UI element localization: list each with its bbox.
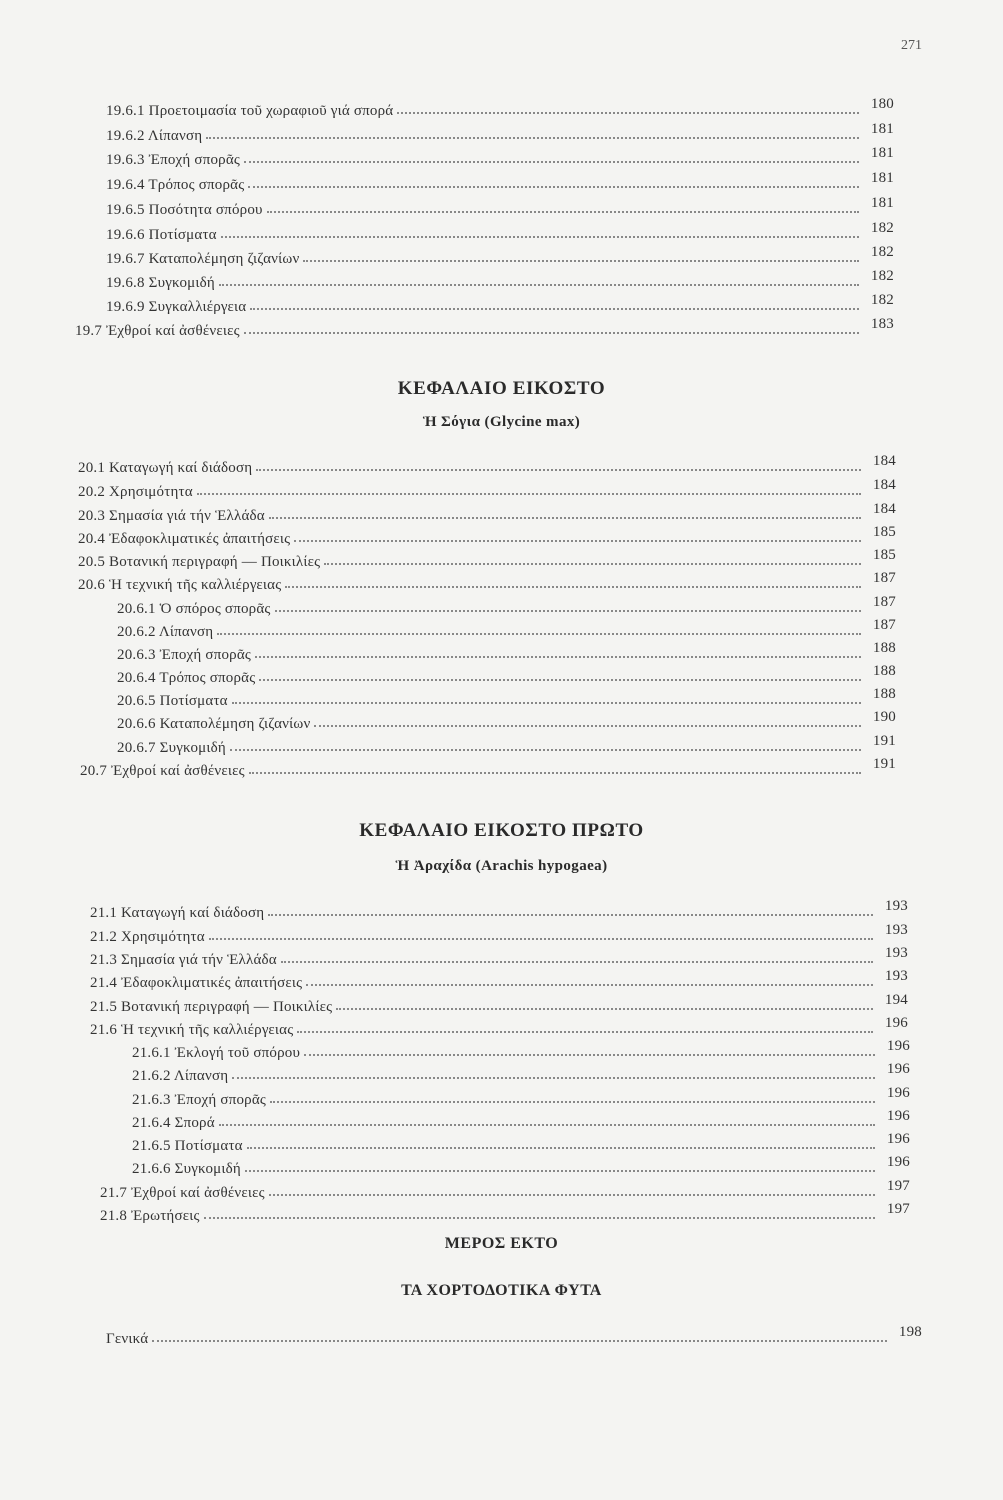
toc-entry-number: 20.6.1 xyxy=(117,601,156,617)
toc-entry[interactable] xyxy=(100,1180,910,1202)
toc-entry-page: 196 xyxy=(886,1038,910,1054)
dot-leader xyxy=(232,1076,875,1079)
toc-entry-title: Ἐρωτήσεις xyxy=(131,1208,200,1224)
toc-entry-title: Ποτίσματα xyxy=(174,1138,243,1154)
toc-entry-number: 19.7 xyxy=(75,323,103,339)
toc-entry-page: 191 xyxy=(872,733,896,749)
toc-entry-page: 196 xyxy=(886,1154,910,1170)
toc-entry-number: 20.4 xyxy=(78,531,106,547)
toc-entry-title: Συγκομιδή xyxy=(148,275,215,291)
toc-entry-title: Ποτίσματα xyxy=(159,693,228,709)
dot-leader xyxy=(259,678,861,681)
toc-entry[interactable] xyxy=(106,222,894,244)
dot-leader xyxy=(206,136,859,139)
toc-entry-title: Καταγωγή καί διάδοση xyxy=(109,460,253,476)
toc-entry-page: 181 xyxy=(870,121,894,137)
toc-entry-number: 20.6.2 xyxy=(117,624,156,640)
toc-entry-page: 187 xyxy=(872,570,896,586)
toc-entry[interactable] xyxy=(117,642,896,664)
toc-entry-number: 20.3 xyxy=(78,508,106,524)
toc-entry-page: 184 xyxy=(872,501,896,517)
toc-entry-title: Ἐποχή σπορᾶς xyxy=(174,1092,267,1108)
toc-entry[interactable] xyxy=(106,1326,922,1348)
toc-entry[interactable] xyxy=(78,526,896,548)
part-6-subtitle: ΤΑ ΧΟΡΤΟΔΟΤΙΚΑ ΦΥΤΑ xyxy=(401,1282,602,1299)
toc-entry[interactable] xyxy=(106,172,894,194)
toc-entry-page: 181 xyxy=(870,195,894,211)
toc-entry-page: 187 xyxy=(872,594,896,610)
dot-leader xyxy=(304,1053,875,1056)
toc-entry[interactable] xyxy=(90,947,908,969)
toc-entry-number: 20.6.6 xyxy=(117,716,156,732)
toc-entry-title: Σπορά xyxy=(174,1115,215,1131)
toc-entry-page: 193 xyxy=(884,922,908,938)
toc-entry[interactable] xyxy=(117,596,896,618)
toc-entry-number: 19.6.7 xyxy=(106,251,145,267)
toc-entry[interactable] xyxy=(132,1087,910,1109)
toc-entry-title: Ἐχθροί καί ἀσθένειες xyxy=(131,1185,265,1201)
toc-entry-number: 20.6.3 xyxy=(117,647,156,663)
chapter-21-subtitle: Ἡ Ἀραχίδα (Arachis hypogaea) xyxy=(395,858,608,874)
toc-entry-title: Χρησιμότητα xyxy=(109,484,193,500)
toc-entry-page: 193 xyxy=(884,968,908,984)
toc-entry-number: 21.6.2 xyxy=(132,1068,171,1084)
toc-entry-title: Συγκομιδή xyxy=(174,1161,241,1177)
toc-entry-page: 191 xyxy=(872,756,896,772)
dot-leader xyxy=(268,913,873,916)
toc-entry[interactable] xyxy=(100,1203,910,1225)
toc-entry-page: 196 xyxy=(886,1085,910,1101)
toc-entry-page: 190 xyxy=(872,709,896,725)
toc-entry-title: Καταπολέμηση ζιζανίων xyxy=(159,716,311,732)
toc-entry-page: 188 xyxy=(872,640,896,656)
toc-entry[interactable] xyxy=(106,147,894,169)
toc-entry-title: Προετοιμασία τοῦ χωραφιοῦ γιά σπορά xyxy=(148,103,394,119)
dot-leader xyxy=(281,960,873,963)
toc-entry-page: 182 xyxy=(870,220,894,236)
toc-entry-title: Γενικά xyxy=(106,1331,149,1347)
toc-entry-number: 19.6.6 xyxy=(106,227,145,243)
page-number: 271 xyxy=(901,38,922,53)
dot-leader xyxy=(267,210,859,213)
toc-entry-number: 21.6.3 xyxy=(132,1092,171,1108)
toc-entry-page: 182 xyxy=(870,244,894,260)
toc-entry-page: 183 xyxy=(870,316,894,332)
toc-entry-number: 21.6.6 xyxy=(132,1161,171,1177)
toc-entry-title: Ἐδαφοκλιματικές ἀπαιτήσεις xyxy=(109,531,291,547)
toc-entry-page: 181 xyxy=(870,145,894,161)
dot-leader xyxy=(232,701,861,704)
toc-entry-number: 19.6.9 xyxy=(106,299,145,315)
toc-entry[interactable] xyxy=(117,665,896,687)
dot-leader xyxy=(297,1030,873,1033)
toc-entry-number: 20.6.4 xyxy=(117,670,156,686)
toc-entry[interactable] xyxy=(90,924,908,946)
toc-entry-title: Ποτίσματα xyxy=(148,227,217,243)
chapter-20-subtitle: Ἡ Σόγια (Glycine max) xyxy=(422,414,581,430)
toc-entry[interactable] xyxy=(106,246,894,268)
toc-entry-number: 21.6.4 xyxy=(132,1115,171,1131)
toc-entry-page: 197 xyxy=(886,1201,910,1217)
dot-leader xyxy=(152,1339,887,1342)
dot-leader xyxy=(245,1169,875,1172)
dot-leader xyxy=(230,748,861,751)
dot-leader xyxy=(197,492,861,495)
dot-leader xyxy=(249,771,861,774)
dot-leader xyxy=(244,331,859,334)
toc-entry-number: 20.6 xyxy=(78,577,106,593)
toc-entry[interactable] xyxy=(132,1063,910,1085)
part-6-title: ΜΕΡΟΣ ΕΚΤΟ xyxy=(444,1235,559,1252)
toc-entry-number: 19.6.1 xyxy=(106,103,145,119)
dot-leader xyxy=(306,983,873,986)
toc-entry-title: Βοτανική περιγραφή — Ποικιλίες xyxy=(109,554,321,570)
toc-entry-number: 21.5 xyxy=(90,999,118,1015)
toc-entry[interactable] xyxy=(90,1017,908,1039)
toc-entry[interactable] xyxy=(78,503,896,525)
chapter-20-title: ΚΕΦΑΛΑΙΟ ΕΙΚΟΣΤΟ xyxy=(397,378,606,399)
toc-entry-title: Ἐποχή σπορᾶς xyxy=(159,647,252,663)
toc-entry-page: 180 xyxy=(870,96,894,112)
toc-entry-page: 181 xyxy=(870,170,894,186)
dot-leader xyxy=(324,562,861,565)
toc-entry[interactable] xyxy=(90,900,908,922)
toc-entry-page: 198 xyxy=(898,1324,922,1340)
toc-entry-title: Τρόπος σπορᾶς xyxy=(159,670,256,686)
toc-entry-page: 193 xyxy=(884,898,908,914)
toc-entry-page: 197 xyxy=(886,1178,910,1194)
toc-entry-title: Καταγωγή καί διάδοση xyxy=(121,905,265,921)
toc-entry-title: Τρόπος σπορᾶς xyxy=(148,177,245,193)
toc-entry-page: 188 xyxy=(872,686,896,702)
toc-entry-page: 182 xyxy=(870,268,894,284)
toc-entry[interactable] xyxy=(117,619,896,641)
toc-entry-title: Σημασία γιά τήν Ἑλλάδα xyxy=(121,952,277,968)
toc-entry-page: 194 xyxy=(884,992,908,1008)
toc-entry-number: 20.6.5 xyxy=(117,693,156,709)
toc-entry[interactable] xyxy=(117,711,896,733)
toc-entry-number: 19.6.4 xyxy=(106,177,145,193)
dot-leader xyxy=(285,585,861,588)
toc-entry-title: Ποσότητα σπόρου xyxy=(148,202,263,218)
toc-entry[interactable] xyxy=(117,735,896,757)
dot-leader xyxy=(244,160,859,163)
toc-entry-number: 20.5 xyxy=(78,554,106,570)
toc-entry-number: 20.2 xyxy=(78,484,106,500)
toc-entry-title: Βοτανική περιγραφή — Ποικιλίες xyxy=(121,999,333,1015)
toc-entry-title: Ἐχθροί καί ἀσθένειες xyxy=(111,763,245,779)
toc-entry-title: Σημασία γιά τήν Ἑλλάδα xyxy=(109,508,265,524)
dot-leader xyxy=(209,937,873,940)
toc-entry-number: 20.6.7 xyxy=(117,740,156,756)
dot-leader xyxy=(248,185,859,188)
toc-entry-page: 185 xyxy=(872,547,896,563)
toc-entry[interactable] xyxy=(132,1156,910,1178)
toc-entry-title: Καταπολέμηση ζιζανίων xyxy=(148,251,300,267)
toc-entry-number: 19.6.8 xyxy=(106,275,145,291)
toc-entry-title: Λίπανση xyxy=(173,1068,229,1084)
toc-entry[interactable] xyxy=(106,270,894,292)
toc-entry-page: 184 xyxy=(872,477,896,493)
toc-entry-number: 21.6.1 xyxy=(132,1045,171,1061)
toc-entry-title: Λίπανση xyxy=(147,128,203,144)
toc-entry-number: 20.1 xyxy=(78,460,106,476)
toc-entry[interactable] xyxy=(132,1133,910,1155)
toc-entry-title: Ἡ τεχνική τῆς καλλιέργειας xyxy=(109,577,282,593)
toc-entry-number: 19.6.5 xyxy=(106,202,145,218)
toc-entry-page: 182 xyxy=(870,292,894,308)
toc-entry-page: 196 xyxy=(886,1131,910,1147)
toc-entry-title: Ἡ τεχνική τῆς καλλιέργειας xyxy=(121,1022,294,1038)
dot-leader xyxy=(314,724,861,727)
toc-entry[interactable] xyxy=(75,318,894,340)
toc-entry[interactable] xyxy=(78,479,896,501)
dot-leader xyxy=(219,1123,875,1126)
toc-entry-page: 188 xyxy=(872,663,896,679)
dot-leader xyxy=(397,111,859,114)
toc-entry-page: 185 xyxy=(872,524,896,540)
toc-entry-page: 196 xyxy=(886,1108,910,1124)
chapter-21-title: ΚΕΦΑΛΑΙΟ ΕΙΚΟΣΤΟ ΠΡΩΤΟ xyxy=(359,820,644,841)
toc-entry-title: Λίπανση xyxy=(158,624,214,640)
toc-entry-number: 21.6 xyxy=(90,1022,118,1038)
dot-leader xyxy=(256,468,861,471)
toc-entry[interactable] xyxy=(90,970,908,992)
toc-entry-title: Ἐδαφοκλιματικές ἀπαιτήσεις xyxy=(121,975,303,991)
dot-leader xyxy=(217,632,861,635)
toc-entry[interactable] xyxy=(106,294,894,316)
dot-leader xyxy=(270,1100,875,1103)
toc-entry[interactable] xyxy=(132,1110,910,1132)
dot-leader xyxy=(269,1193,875,1196)
toc-entry-page: 196 xyxy=(886,1061,910,1077)
dot-leader xyxy=(250,307,859,310)
toc-entry-number: 21.3 xyxy=(90,952,118,968)
toc-entry-number: 21.6.5 xyxy=(132,1138,171,1154)
dot-leader xyxy=(294,539,861,542)
toc-entry[interactable] xyxy=(90,994,908,1016)
toc-entry-title: Ὁ σπόρος σπορᾶς xyxy=(159,601,271,617)
dot-leader xyxy=(247,1146,875,1149)
toc-entry-title: Ἐκλογή τοῦ σπόρου xyxy=(174,1045,301,1061)
dot-leader xyxy=(336,1007,873,1010)
dot-leader xyxy=(219,283,859,286)
toc-entry-page: 196 xyxy=(884,1015,908,1031)
toc-entry-number: 21.4 xyxy=(90,975,118,991)
toc-entry-page: 184 xyxy=(872,453,896,469)
toc-entry-title: Συγκαλλιέργεια xyxy=(148,299,247,315)
toc-entry-number: 19.6.3 xyxy=(106,152,145,168)
toc-entry[interactable] xyxy=(117,688,896,710)
toc-entry-number: 21.8 xyxy=(100,1208,128,1224)
dot-leader xyxy=(204,1216,875,1219)
toc-entry[interactable] xyxy=(132,1040,910,1062)
toc-entry-number: 21.1 xyxy=(90,905,118,921)
toc-entry-title: Ἐχθροί καί ἀσθένειες xyxy=(106,323,240,339)
toc-entry[interactable] xyxy=(78,549,896,571)
toc-entry-number: 20.7 xyxy=(80,763,108,779)
dot-leader xyxy=(275,609,861,612)
toc-entry[interactable] xyxy=(106,197,894,219)
dot-leader xyxy=(255,655,861,658)
toc-entry[interactable] xyxy=(106,98,894,120)
toc-entry-number: 21.2 xyxy=(90,929,118,945)
toc-entry-number: 19.6.2 xyxy=(106,128,145,144)
toc-entry[interactable] xyxy=(78,572,896,594)
toc-entry[interactable] xyxy=(106,123,894,145)
toc-entry-page: 187 xyxy=(872,617,896,633)
toc-entry[interactable] xyxy=(78,455,896,477)
dot-leader xyxy=(303,259,859,262)
toc-entry[interactable] xyxy=(80,758,896,780)
toc-entry-page: 193 xyxy=(884,945,908,961)
toc-entry-title: Συγκομιδή xyxy=(159,740,226,756)
dot-leader xyxy=(269,516,861,519)
toc-entry-title: Χρησιμότητα xyxy=(121,929,205,945)
toc-entry-title: Ἐποχή σπορᾶς xyxy=(148,152,241,168)
toc-entry-number: 21.7 xyxy=(100,1185,128,1201)
dot-leader xyxy=(221,235,859,238)
